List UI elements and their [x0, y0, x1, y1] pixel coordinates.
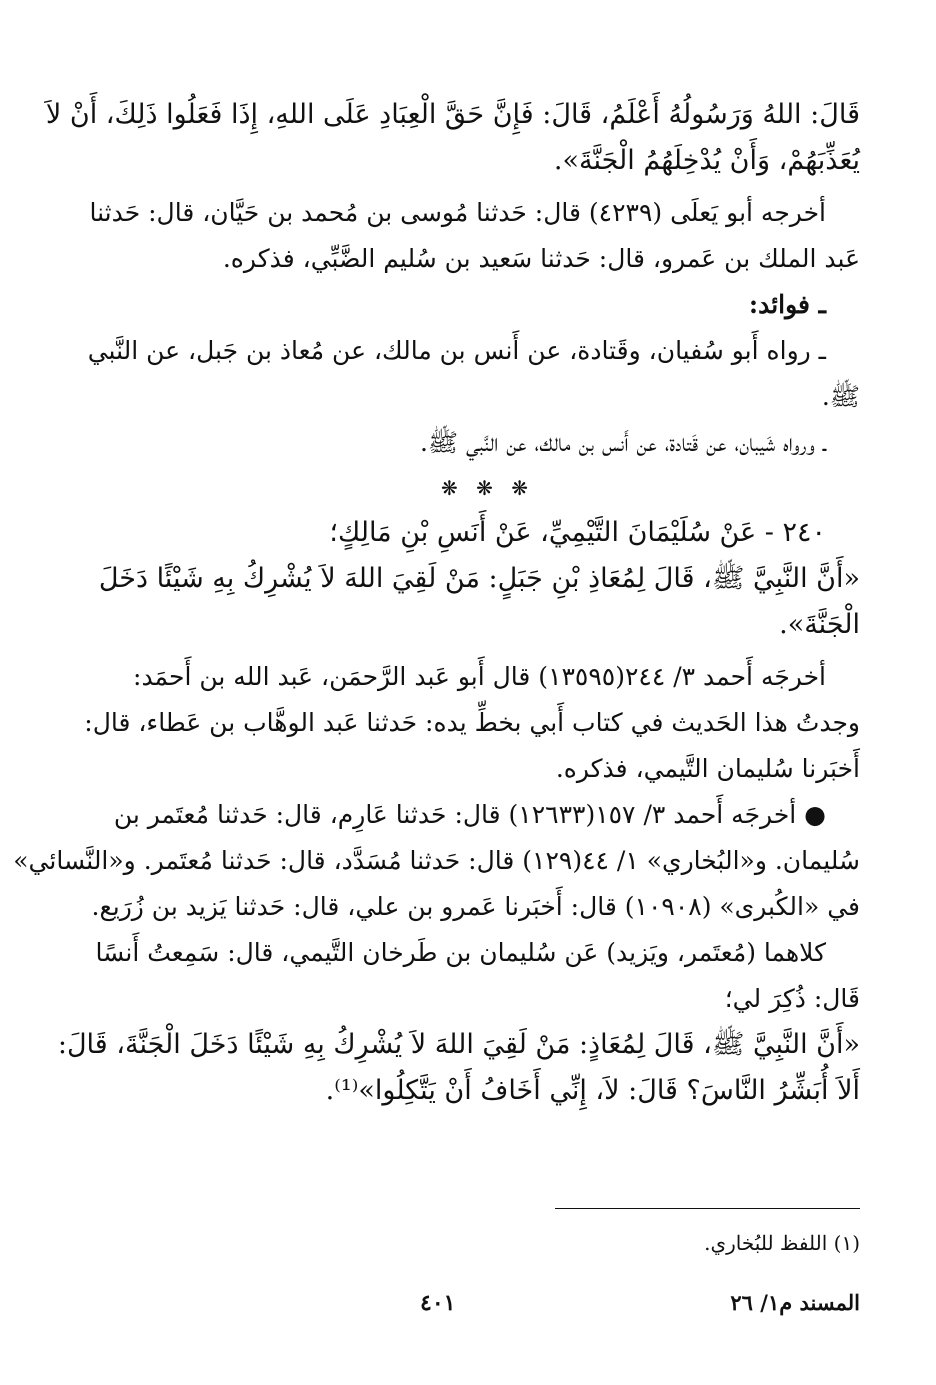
hadith-heading: ٢٤٠ - عَنْ سُلَيْمَانَ التَّيْمِيِّ، عَنْ أَنَسِ بْنِ مَالِكٍ؛ — [329, 517, 826, 548]
text-line: سُليمان. و«البُخاري» ١/ ٤٤(١٢٩) قال: حَدثنا مُسَدَّد، قال: حَدثنا مُعتَمر. و«النَّسائي» — [13, 846, 860, 875]
text-line: أَخبَرنا سُليمان التَّيمي، فذكره. — [555, 754, 860, 783]
page-number: ٤٠١ — [420, 1290, 456, 1316]
text-line: ● أخرجَه أَحمد ٣/ ١٥٧(١٢٦٣٣) قال: حَدثنا عَارِم، قال: حَدثنا مُعتَمر بن — [113, 800, 826, 829]
text-line: ﷺ. — [821, 382, 860, 411]
text-line: الْجَنَّةَ». — [779, 609, 860, 640]
text-line: ـ رواه أَبو سُفيان، وقَتادة، عن أَنس بن مالك، عن مُعاذ بن جَبل، عن النَّبي — [87, 336, 826, 365]
text-line: قَالَ: اللهُ وَرَسُولُهُ أَعْلَمُ، قَالَ: فَإِنَّ حَقَّ الْعِبَادِ عَلَى اللهِ، إِذَا فَعَلُوا ذَلِكَ، أَنْ لاَ — [45, 99, 860, 130]
footnote: (١) اللفظ للبُخاري. — [704, 1231, 860, 1255]
text-line: أخرجَه أَحمد ٣/ ٢٤٤(١٣٥٩٥) قال أَبو عَبد الرَّحمَن، عَبد الله بن أَحمَد: — [133, 662, 826, 691]
text-line: عَبد الملك بن عَمرو، قال: حَدثنا سَعيد بن سُليم الضَّبِّي، فذكره. — [222, 244, 860, 273]
text-line: «أَنَّ النَّبِيَّ ﷺ، قَالَ لِمُعَاذِ بْنِ جَبَلٍ: مَنْ لَقِيَ اللهَ لاَ يُشْرِكُ بِهِ شَيْئًا دَخَلَ — [98, 563, 860, 594]
section-heading: ـ فوائد: — [748, 290, 826, 319]
text-line: «أَنَّ النَّبِيَّ ﷺ، قَالَ لِمُعَاذٍ: مَنْ لَقِيَ اللهَ لاَ يُشْرِكُ بِهِ شَيْئًا دَخَلَ الْجَنَّةَ، قَالَ: — [57, 1029, 860, 1060]
footnote-divider — [555, 1208, 860, 1209]
signature-mark: المسند م١/ ٢٦ — [730, 1290, 860, 1315]
text-line: أخرجه أبو يَعلَى (٤٢٣٩) قال: حَدثنا مُوسى بن مُحمد بن حَيَّان، قال: حَدثنا — [89, 198, 826, 227]
text-line: قَال: ذُكِرَ لي؛ — [724, 984, 860, 1013]
text-line: في «الكُبرى» (١٠٩٠٨) قال: أَخبَرنا عَمرو بن علي، قال: حَدثنا يَزيد بن زُرَيع. — [91, 892, 860, 921]
text-line: كلاهما (مُعتَمر، ويَزيد) عَن سُليمان بن طَرخان التَّيمي، قال: سَمِعتُ أَنسًا — [95, 938, 826, 967]
text-line: يُعَذِّبَهُمْ، وَأَنْ يُدْخِلَهُمُ الْجَنَّةَ». — [553, 145, 860, 176]
page-body — [13, 92, 860, 1114]
section-divider: ❋ ❋ ❋ — [441, 476, 534, 500]
text-line: وجدتُ هذا الحَديث في كتاب أَبي بخطِّ يده: حَدثنا عَبد الوهَّاب بن عَطاء، قال: — [84, 708, 860, 737]
text-line: ـ ورواه شَيبان، عن قَتادة، عن أَنس بن مالك، عن النَّبي ﷺ. — [419, 428, 826, 457]
text-line: أَلاَ أُبَشِّرُ النَّاسَ؟ قَالَ: لاَ، إِنِّي أَخَافُ أَنْ يَتَّكِلُوا»⁽¹⁾. — [325, 1075, 860, 1106]
